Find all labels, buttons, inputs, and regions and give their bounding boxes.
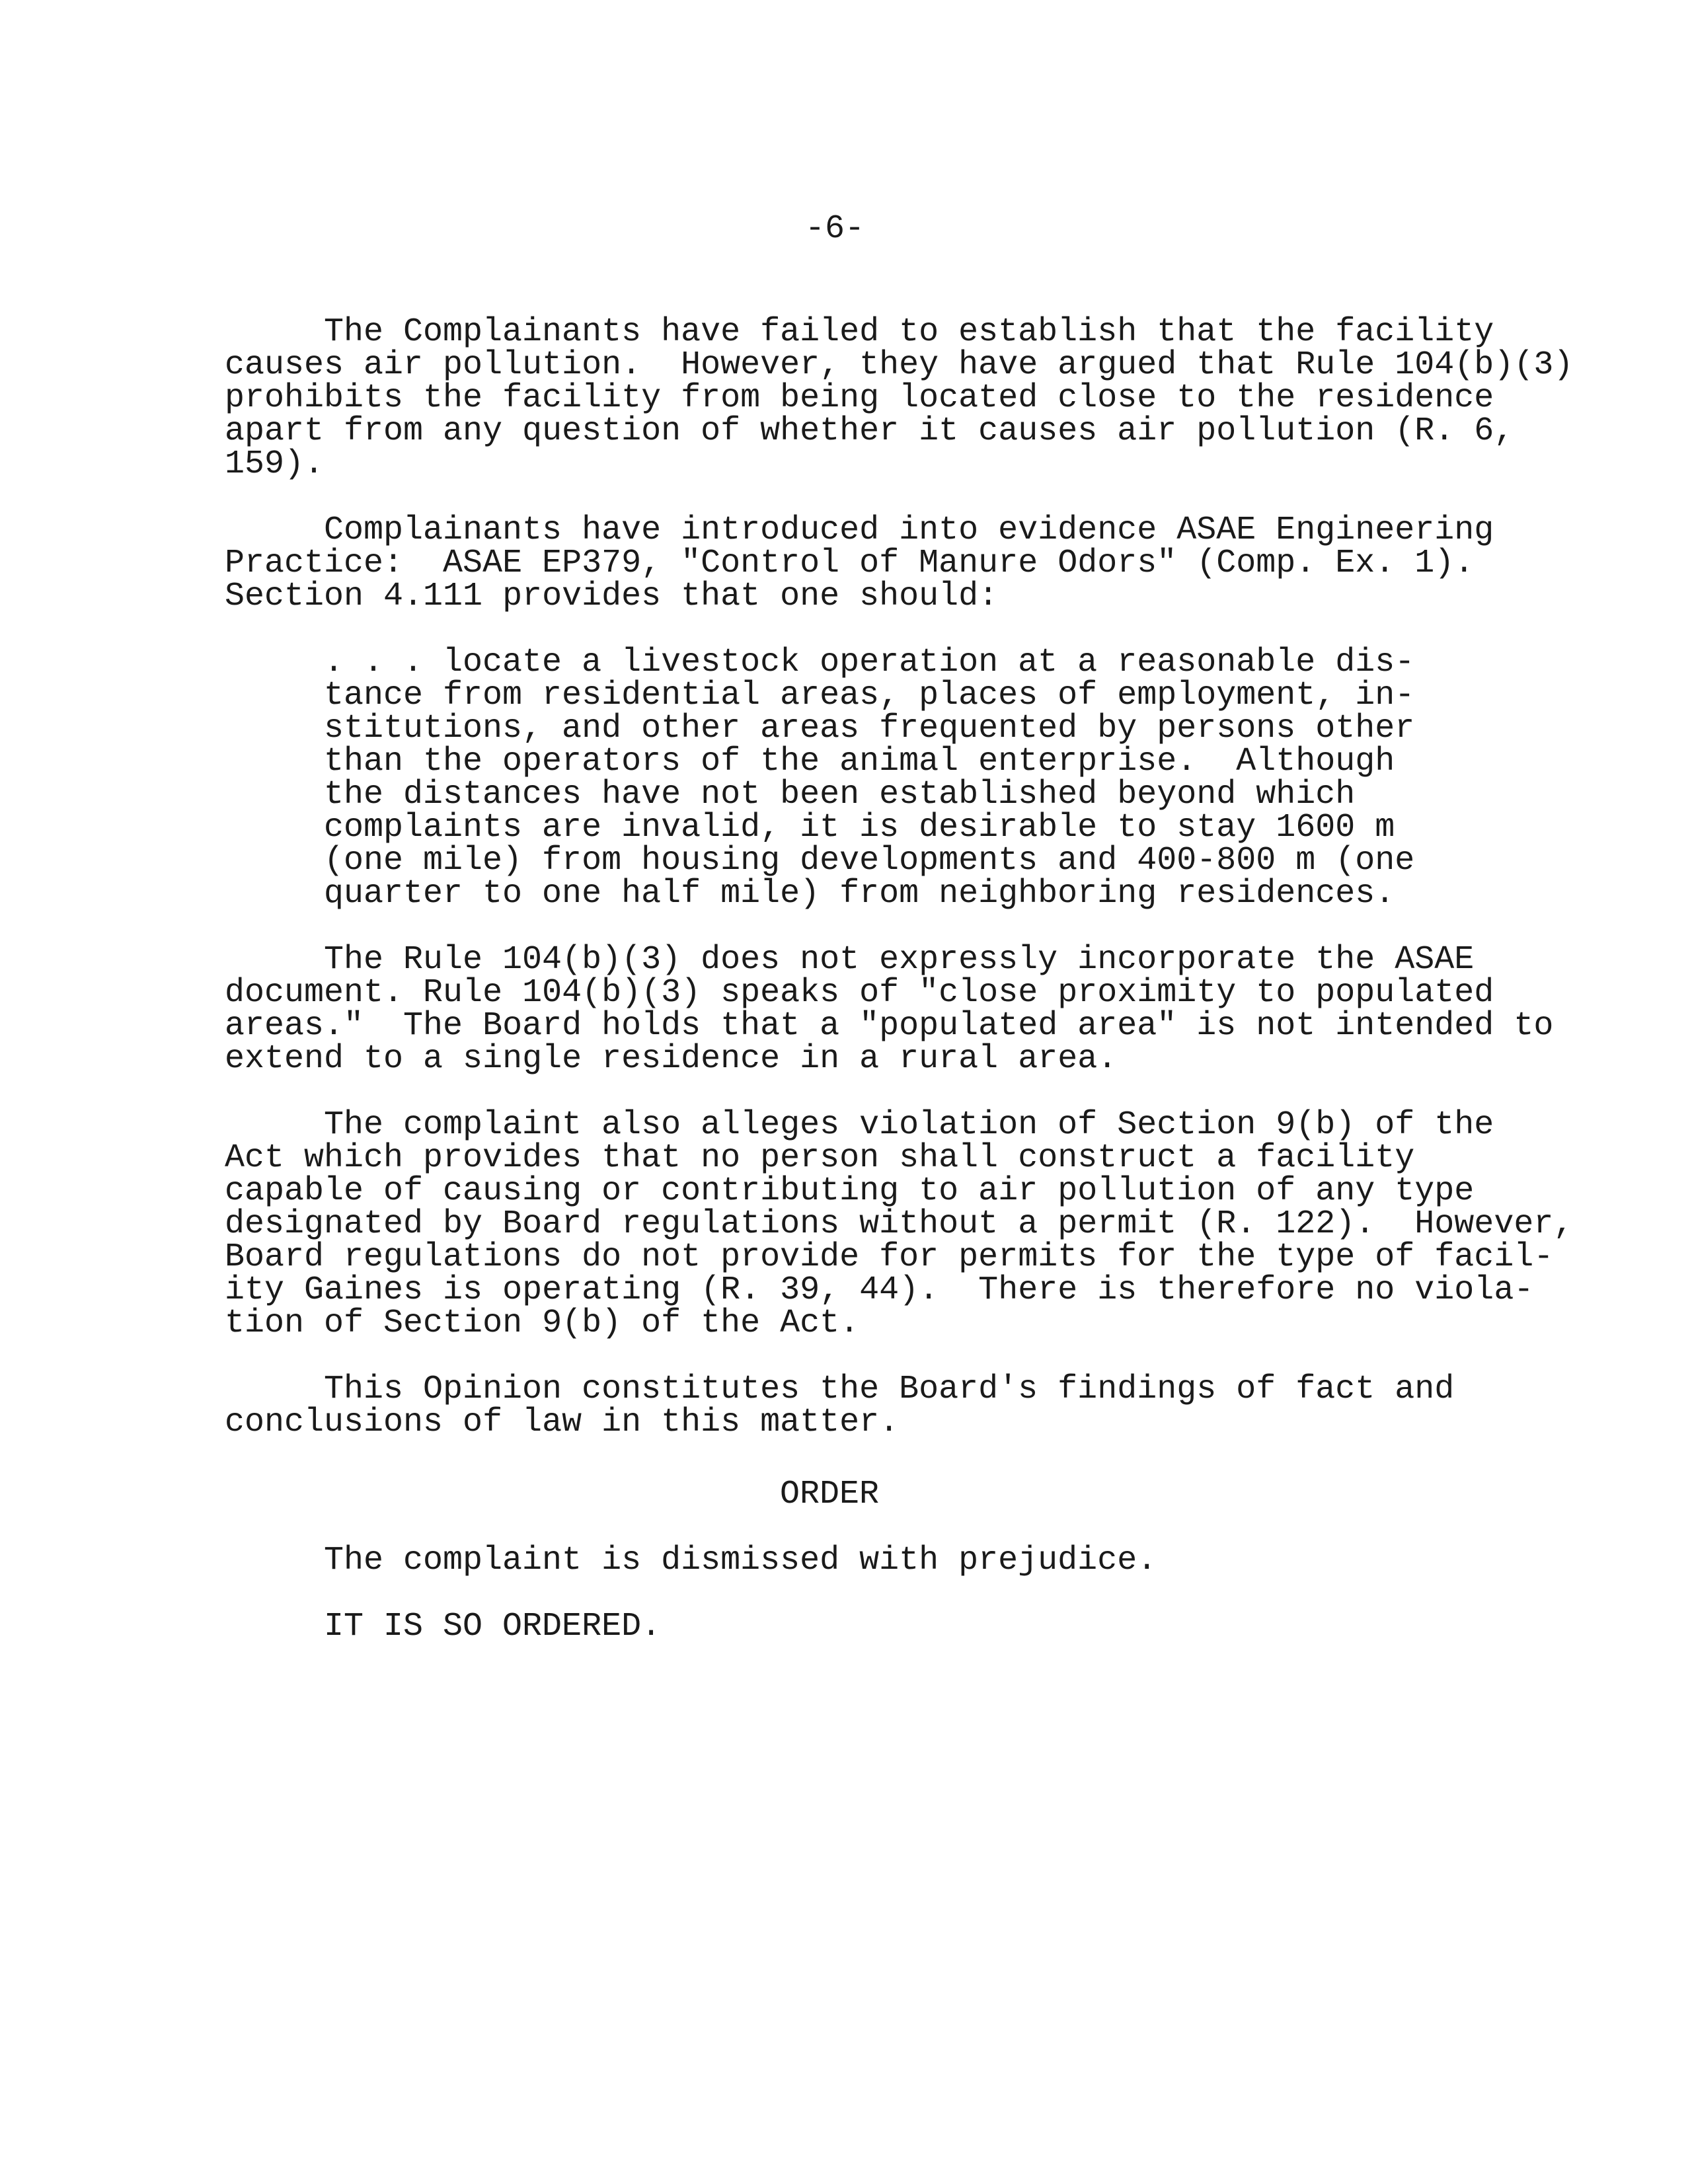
text-line: Complainants have introduced into evidence ASAE Engineering (324, 511, 1494, 549)
text-line: causes air pollution. However, they have argued that Rule 104(b)(3) (225, 346, 1574, 384)
text-line: Board regulations do not provide for permits for the type of facil- (225, 1238, 1554, 1276)
text-line: The Complainants have failed to establish that the facility (324, 313, 1494, 351)
text-line: ity Gaines is operating (R. 39, 44). There is therefore no viola- (225, 1271, 1534, 1309)
text-line: Act which provides that no person shall construct a facility (225, 1139, 1415, 1177)
text-line: apart from any question of whether it causes air pollution (R. 6, (225, 412, 1514, 450)
quote-line: stitutions, and other areas frequented by persons other (324, 710, 1415, 747)
page-number: -6- (805, 210, 865, 248)
order-text: The complaint is dismissed with prejudice. (324, 1542, 1157, 1579)
text-line: prohibits the facility from being located close to the residence (225, 379, 1494, 417)
quote-line: tance from residential areas, places of employment, in- (324, 677, 1415, 714)
text-line: Section 4.111 provides that one should: (225, 578, 999, 615)
text-line: capable of causing or contributing to air pollution of any type (225, 1172, 1475, 1210)
order-heading: ORDER (780, 1476, 880, 1513)
text-line: The complaint also alleges violation of Section 9(b) of the (324, 1106, 1494, 1144)
quote-line: (one mile) from housing developments and 400-800 m (one (324, 842, 1415, 880)
text-line: conclusions of law in this matter. (225, 1404, 900, 1441)
text-line: tion of Section 9(b) of the Act. (225, 1304, 860, 1342)
so-ordered: IT IS SO ORDERED. (324, 1608, 662, 1645)
text-line: 159). (225, 445, 325, 483)
text-line: extend to a single residence in a rural area. (225, 1040, 1118, 1078)
quote-line: the distances have not been established beyond which (324, 776, 1356, 813)
text-line: Practice: ASAE EP379, "Control of Manure Odors" (Comp. Ex. 1). (225, 545, 1475, 582)
text-line: areas." The Board holds that a "populated area" is not intended to (225, 1007, 1554, 1045)
quote-line: quarter to one half mile) from neighboring residences. (324, 875, 1395, 913)
text-line: This Opinion constitutes the Board's findings of fact and (324, 1371, 1455, 1408)
text-line: The Rule 104(b)(3) does not expressly incorporate the ASAE (324, 941, 1475, 979)
quote-line: . . . locate a livestock operation at a reasonable dis- (324, 644, 1415, 681)
quote-line: than the operators of the animal enterprise. Although (324, 743, 1395, 780)
text-line: designated by Board regulations without a permit (R. 122). However, (225, 1205, 1574, 1243)
text-line: document. Rule 104(b)(3) speaks of "close proximity to populated (225, 974, 1494, 1012)
quote-line: complaints are invalid, it is desirable to stay 1600 m (324, 809, 1395, 847)
